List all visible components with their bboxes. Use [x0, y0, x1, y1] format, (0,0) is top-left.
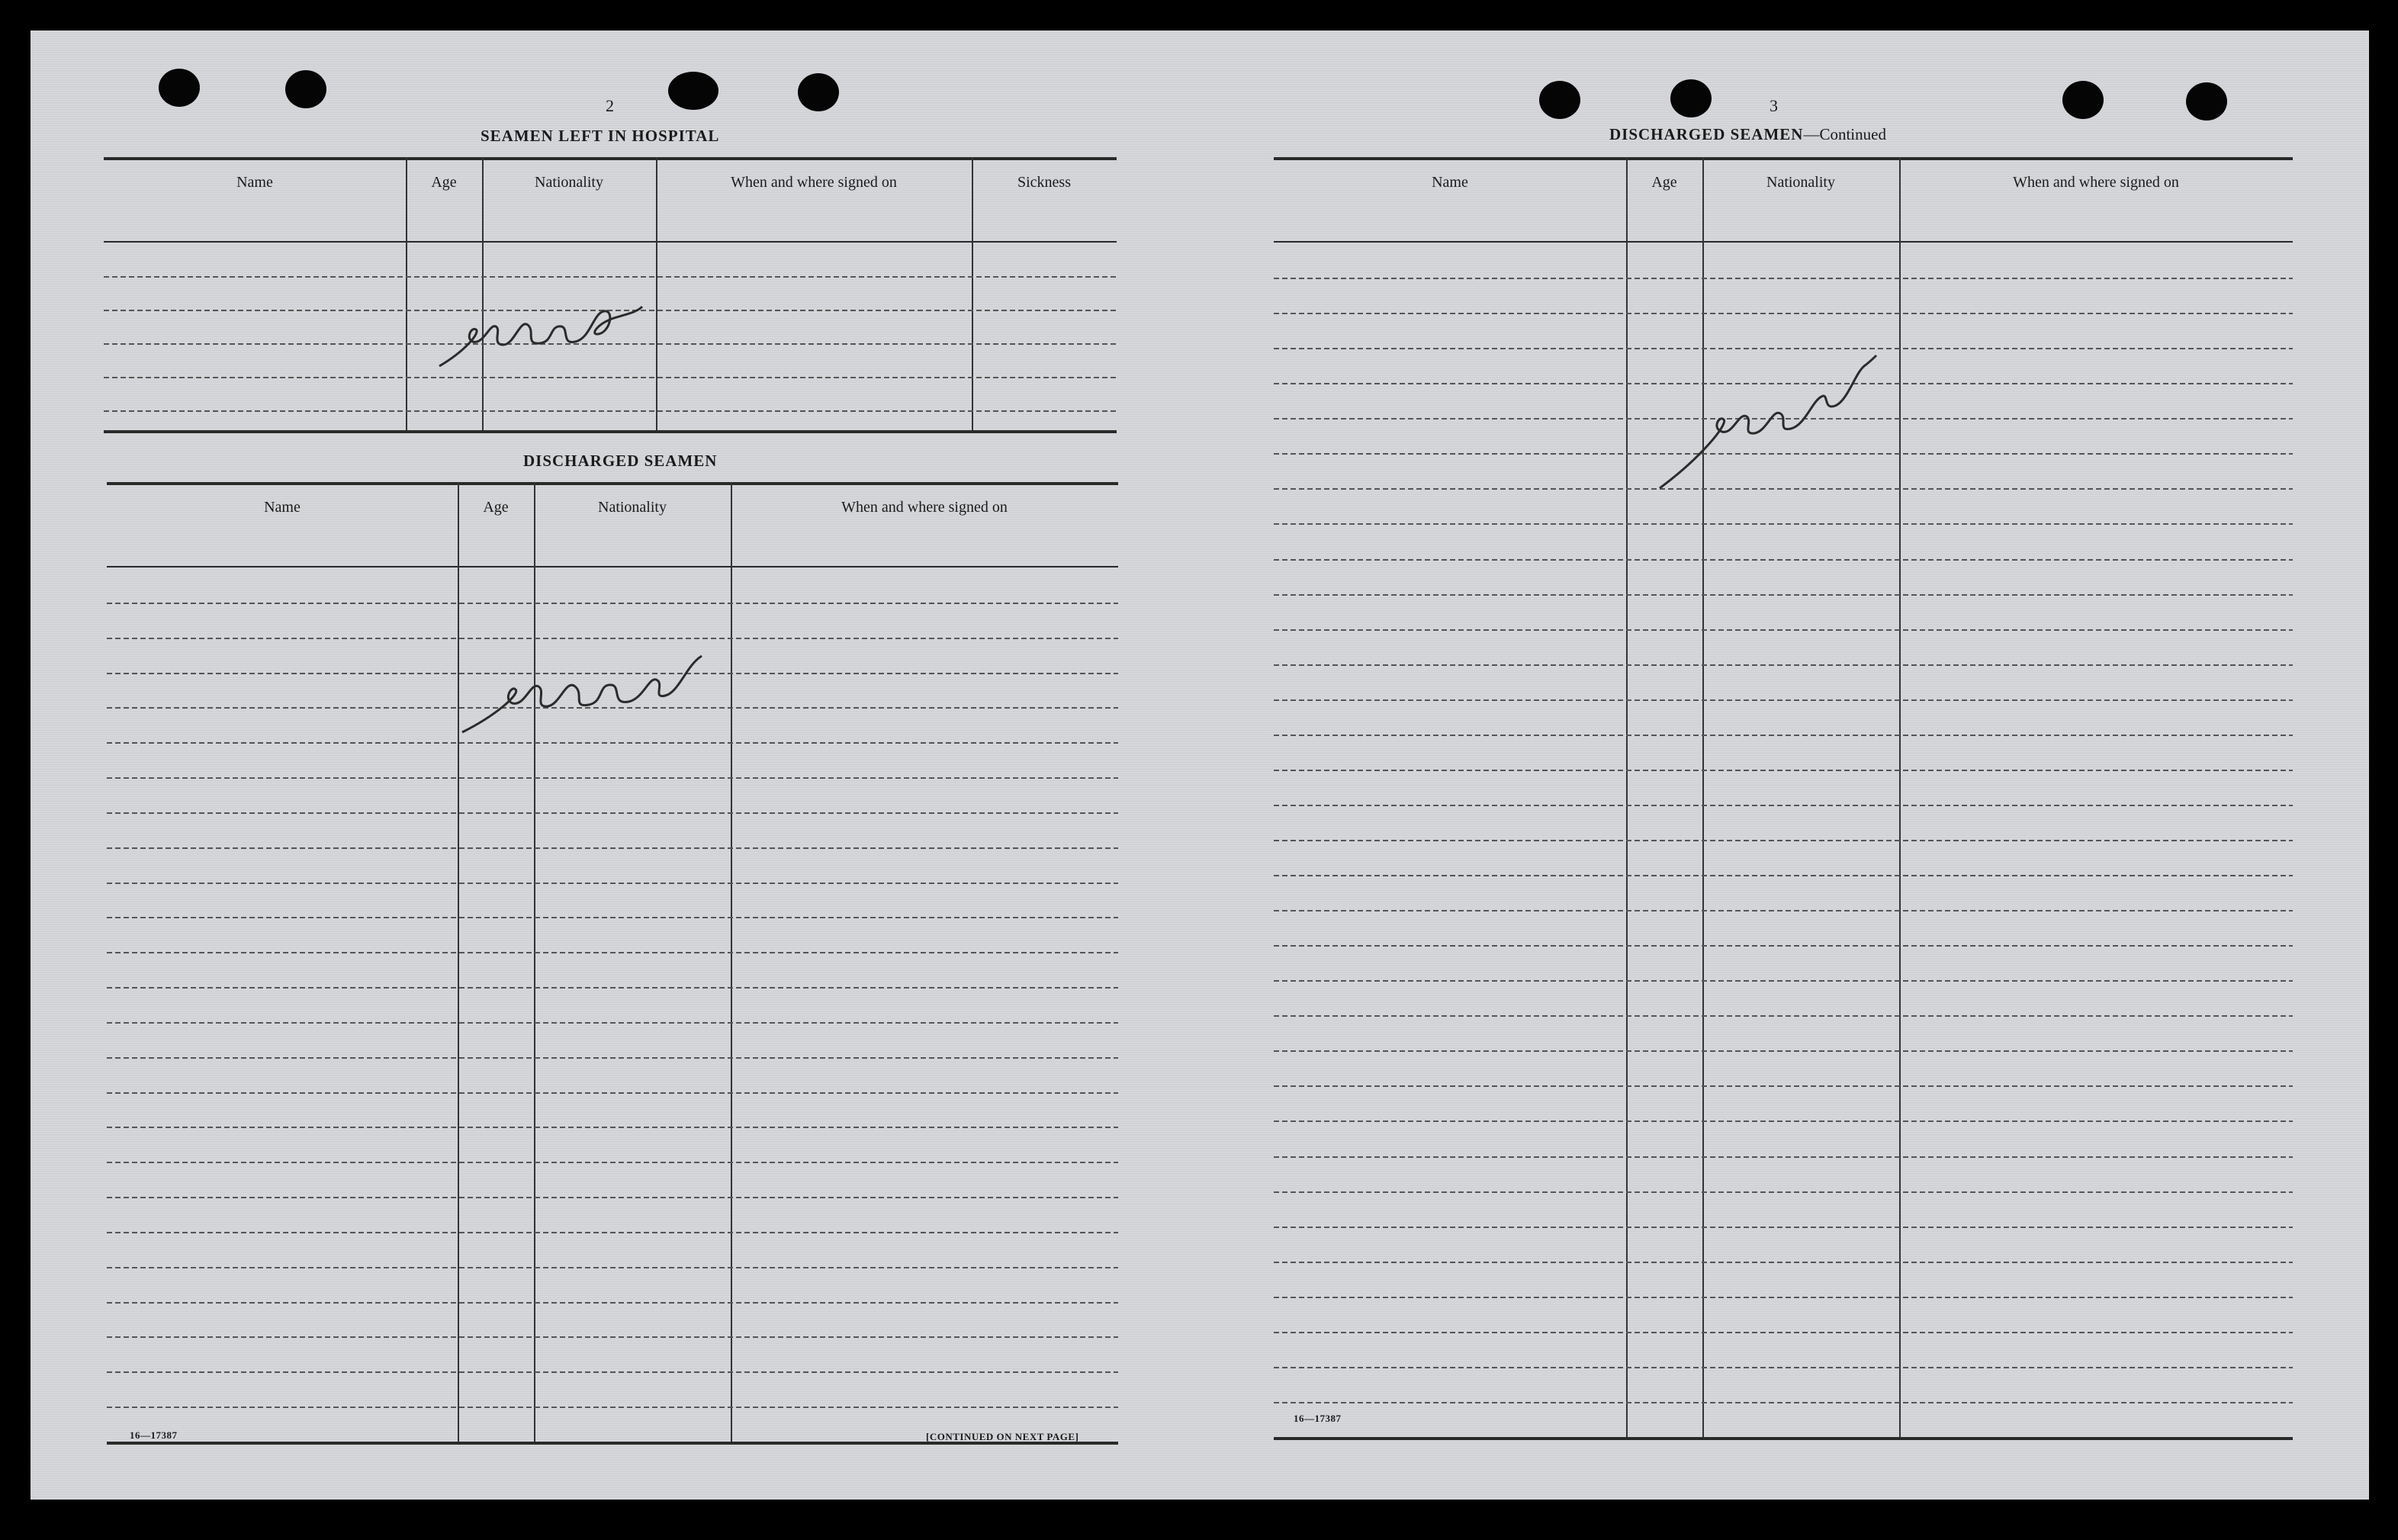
discharged-col-nationality: Nationality [598, 499, 667, 516]
table-row-rule [1274, 770, 2293, 771]
table-row-rule [107, 1197, 1118, 1198]
punch-hole [1539, 81, 1580, 119]
left-page-number: 2 [606, 96, 614, 115]
table-row-rule [1274, 629, 2293, 631]
table-row-rule [107, 847, 1118, 849]
table-row-rule [1274, 735, 2293, 736]
right-title-main: DISCHARGED SEAMEN [1609, 125, 1804, 143]
table-row-rule [107, 987, 1118, 989]
table-row-rule [107, 1407, 1118, 1408]
table-row-rule [1274, 1120, 2293, 1122]
right-col-nationality: Nationality [1766, 174, 1835, 191]
left-form-number: 16—17387 [130, 1429, 178, 1441]
punch-hole [159, 69, 200, 107]
table-row-rule [1274, 594, 2293, 596]
table-row-rule [107, 1267, 1118, 1268]
table-row-rule [107, 1302, 1118, 1304]
hospital-section-title: SEAMEN LEFT IN HOSPITAL [481, 127, 720, 145]
right-col-signed-on: When and where signed on [2013, 174, 2179, 191]
table-row-rule [1274, 1297, 2293, 1298]
punch-hole [668, 72, 718, 110]
hospital-col-age: Age [431, 174, 457, 191]
right-title-continued: —Continued [1803, 125, 1886, 143]
table-row-rule [107, 777, 1118, 779]
table-row-rule [107, 1057, 1118, 1059]
continued-note: [CONTINUED ON NEXT PAGE] [926, 1431, 1079, 1442]
handwritten-none-discharged-left [458, 618, 732, 747]
table-row-rule [1274, 945, 2293, 947]
table-row-rule [1274, 1367, 2293, 1368]
table-row-rule [1274, 664, 2293, 666]
right-col-name: Name [1432, 174, 1468, 191]
table-row-rule [1274, 1191, 2293, 1193]
punch-hole [1670, 79, 1712, 117]
hospital-col-nationality: Nationality [535, 174, 603, 191]
punch-hole [2186, 82, 2227, 121]
punch-hole [285, 70, 326, 108]
table-row-rule [107, 1232, 1118, 1233]
table-row-rule [107, 812, 1118, 814]
punch-hole [2062, 81, 2104, 119]
table-row-rule [107, 1092, 1118, 1094]
table-row-rule [107, 883, 1118, 884]
table-row-rule [107, 1336, 1118, 1338]
right-page-number: 3 [1770, 96, 1778, 115]
table-row-rule [1274, 699, 2293, 701]
discharged-col-signed-on: When and where signed on [841, 499, 1008, 516]
discharged-section-title: DISCHARGED SEAMEN [523, 452, 718, 470]
table-row-rule [1274, 840, 2293, 841]
table-row-rule [1274, 980, 2293, 982]
table-row-rule [107, 603, 1118, 604]
hospital-col-signed-on: When and where signed on [731, 174, 897, 191]
right-col-age: Age [1651, 174, 1677, 191]
table-row-rule [1274, 805, 2293, 806]
right-form-number: 16—17387 [1294, 1413, 1342, 1424]
handwritten-none-hospital [435, 259, 694, 381]
table-row-rule [1274, 559, 2293, 561]
punch-hole [798, 73, 839, 111]
table-row-rule [1274, 278, 2293, 279]
discharged-col-age: Age [483, 499, 509, 516]
table-row-rule [1274, 1332, 2293, 1333]
table-row-rule [1274, 910, 2293, 911]
hospital-col-sickness: Sickness [1017, 174, 1071, 191]
table-row-rule [1274, 1262, 2293, 1263]
table-row-rule [107, 952, 1118, 953]
table-row-rule [1274, 1085, 2293, 1087]
table-row-rule [107, 917, 1118, 918]
table-row-rule [1274, 523, 2293, 525]
hospital-col-name: Name [236, 174, 273, 191]
table-row-rule [1274, 1015, 2293, 1017]
table-row-rule [107, 1162, 1118, 1163]
table-row-rule [1274, 1050, 2293, 1052]
discharged-col-name: Name [264, 499, 301, 516]
table-row-rule [107, 1371, 1118, 1373]
table-row-rule [107, 1022, 1118, 1024]
table-row-rule [1274, 1156, 2293, 1158]
document-sheet [31, 31, 2369, 1500]
handwritten-none-right [1655, 305, 1907, 503]
table-row-rule [1274, 1227, 2293, 1228]
right-section-title [1609, 125, 1886, 144]
table-row-rule [1274, 1402, 2293, 1403]
table-row-rule [107, 1127, 1118, 1128]
table-row-rule [1274, 875, 2293, 876]
